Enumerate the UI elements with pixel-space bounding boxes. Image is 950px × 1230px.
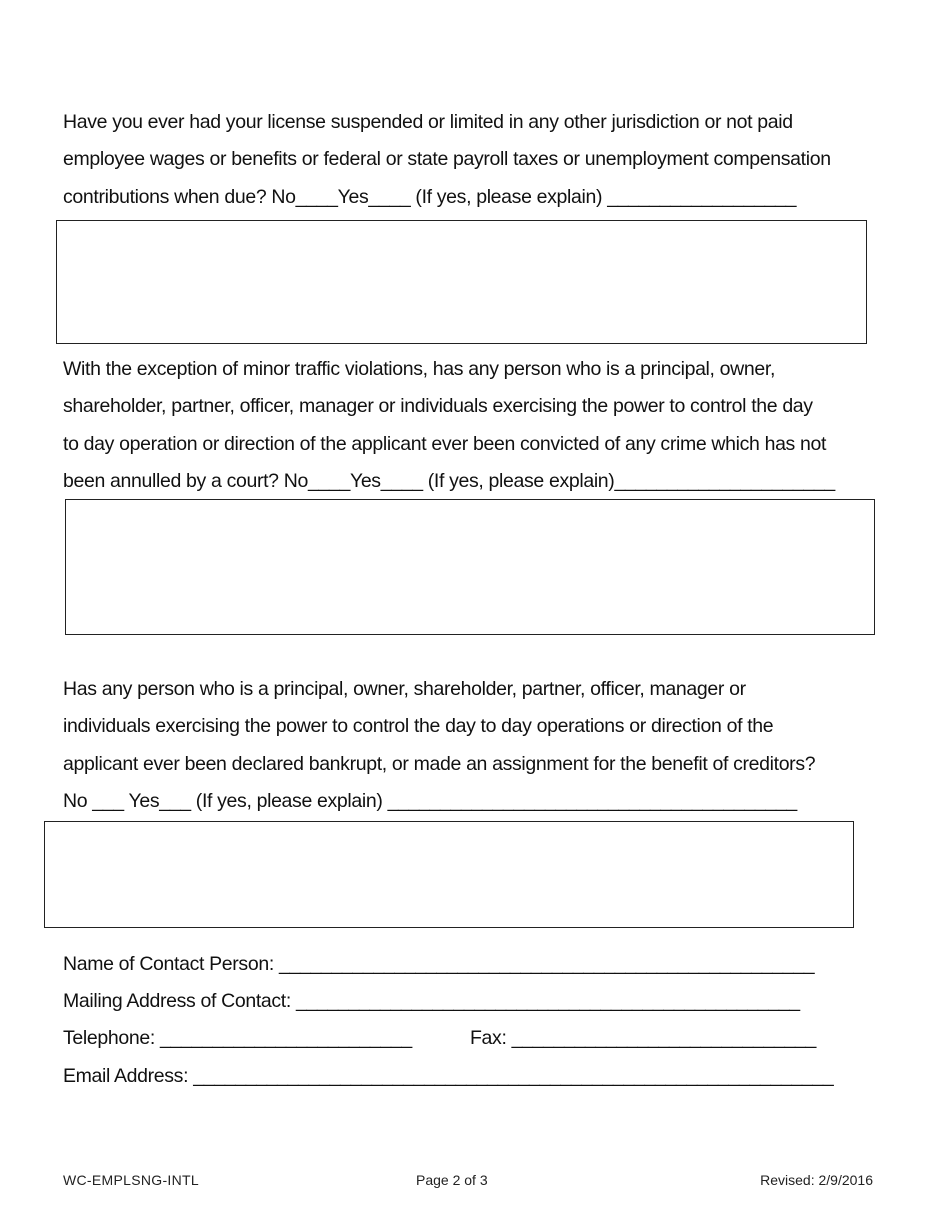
question-1-answer-box[interactable]: [56, 220, 867, 344]
question-line: employee wages or benefits or federal or state payroll taxes or unemployment compensation: [63, 148, 831, 171]
question-1-text: [63, 104, 831, 216]
contact-mailing-address-field[interactable]: Mailing Address of Contact: ________________________________________________: [63, 990, 800, 1012]
question-line: No ___ Yes___ (If yes, please explain) _______________________________________: [63, 789, 797, 812]
question-3-text: [63, 671, 815, 820]
question-line: individuals exercising the power to control the day to day operations or direction of the: [63, 715, 774, 738]
contact-name-field[interactable]: Name of Contact Person: ___________________________________________________: [63, 953, 815, 975]
question-line: been annulled by a court? No____Yes____ (If yes, please explain)_____________________: [63, 469, 835, 492]
question-line: Has any person who is a principal, owner, shareholder, partner, officer, manager or: [63, 678, 746, 700]
contact-telephone-field[interactable]: Telephone: ________________________: [63, 1027, 412, 1049]
question-line: contributions when due? No____Yes____ (If yes, please explain) __________________: [63, 185, 797, 208]
question-line: to day operation or direction of the applicant ever been convicted of any crime which has not: [63, 432, 827, 455]
contact-fax-field[interactable]: Fax: _____________________________: [470, 1027, 816, 1049]
question-2-text: [63, 351, 835, 500]
footer-page-number: Page 2 of 3: [416, 1172, 488, 1188]
question-3-answer-box[interactable]: [44, 821, 854, 928]
question-line: shareholder, partner, officer, manager or individuals exercising the power to control the day: [63, 395, 813, 418]
footer-revised-date: Revised: 2/9/2016: [760, 1172, 873, 1188]
question-line: applicant ever been declared bankrupt, or made an assignment for the benefit of creditors?: [63, 752, 816, 775]
question-line: Have you ever had your license suspended or limited in any other jurisdiction or not paid: [63, 111, 793, 133]
contact-email-field[interactable]: Email Address: _____________________________________________________________: [63, 1065, 834, 1087]
question-line: With the exception of minor traffic violations, has any person who is a principal, owner,: [63, 358, 776, 380]
footer-form-id: WC-EMPLSNG-INTL: [63, 1172, 199, 1188]
question-2-answer-box[interactable]: [65, 499, 875, 635]
